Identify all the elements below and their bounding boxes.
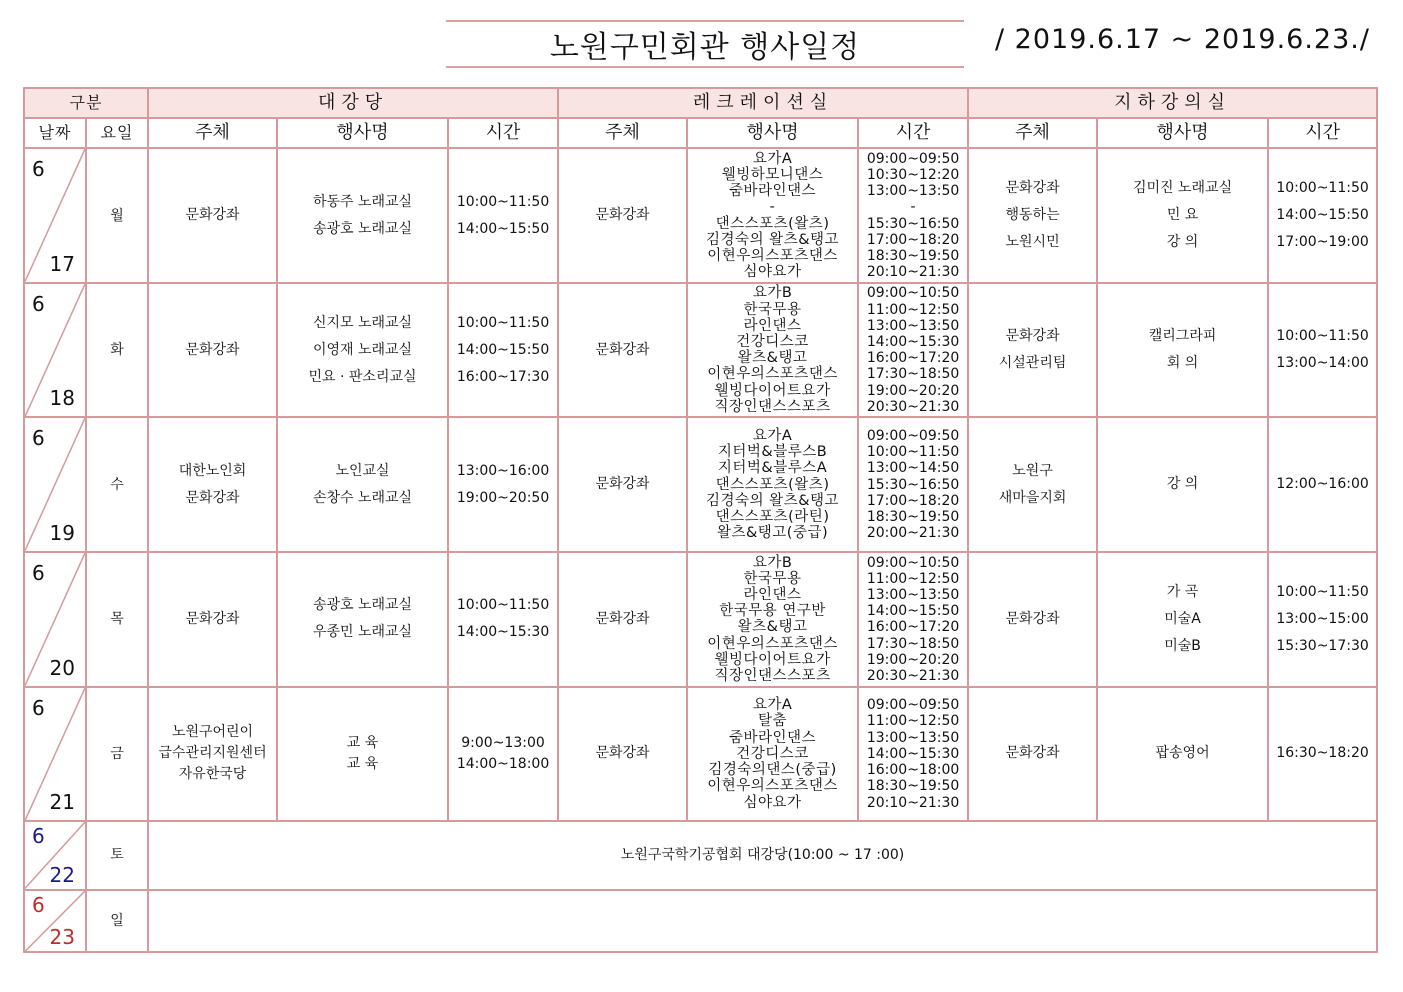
recreation-event-line: 요가A bbox=[752, 428, 793, 445]
recreation-event-line: 요가A bbox=[752, 150, 793, 167]
date-day: 23 bbox=[49, 925, 75, 949]
recreation-time-line: 18:30~19:50 bbox=[866, 509, 960, 526]
auditorium-host bbox=[148, 687, 277, 822]
date-cell bbox=[24, 890, 86, 952]
date-cell bbox=[24, 148, 86, 283]
date-day: 19 bbox=[49, 521, 75, 546]
recreation-event-line: 요가A bbox=[752, 697, 793, 714]
auditorium-host-line: 대한노인회 bbox=[178, 462, 247, 479]
recreation-event-line: 한국무용 bbox=[743, 570, 802, 587]
schedule-table bbox=[23, 87, 1378, 953]
basement-time-line: 12:00~16:00 bbox=[1276, 476, 1369, 493]
recreation-event-line: 요가B bbox=[752, 554, 793, 571]
recreation-event bbox=[687, 417, 858, 552]
recreation-time-line: 11:00~12:50 bbox=[866, 570, 960, 587]
auditorium-event-line: 송광호 노래교실 bbox=[312, 597, 413, 614]
auditorium-host bbox=[148, 417, 277, 552]
day-row bbox=[24, 417, 1377, 552]
recreation-time-line: 13:00~13:50 bbox=[866, 183, 960, 200]
date-cell bbox=[24, 687, 86, 822]
auditorium-event-line: 노인교실 bbox=[335, 462, 390, 479]
recreation-event-line: 김경숙의댄스(중급) bbox=[708, 762, 837, 779]
auditorium-time-line: 14:00~15:50 bbox=[456, 341, 550, 358]
recreation-time-line: 20:00~21:30 bbox=[866, 525, 960, 542]
recreation-event-line: 건강디스코 bbox=[736, 333, 809, 350]
date-cell bbox=[24, 821, 86, 889]
recreation-event bbox=[687, 687, 858, 822]
basement-host-line: 문화강좌 bbox=[1005, 328, 1060, 345]
header-gubun: 구분 bbox=[24, 88, 148, 118]
basement-time-line: 14:00~15:50 bbox=[1276, 207, 1369, 224]
auditorium-time-line: 10:00~11:50 bbox=[456, 193, 550, 210]
recreation-time-line: 19:00~20:20 bbox=[866, 382, 960, 399]
recreation-event-line: 심야요가 bbox=[743, 264, 802, 281]
recreation-event-line: 지터벅&블루스B bbox=[717, 444, 828, 461]
date-day: 21 bbox=[49, 790, 75, 815]
auditorium-time-line: 10:00~11:50 bbox=[456, 597, 550, 614]
recreation-host-line: 문화강좌 bbox=[595, 341, 650, 358]
header-host: 주체 bbox=[558, 118, 687, 148]
header-time: 시간 bbox=[858, 118, 968, 148]
recreation-time-line: 20:30~21:30 bbox=[866, 667, 960, 684]
date-month: 6 bbox=[32, 157, 45, 182]
header-dow: 요일 bbox=[86, 118, 148, 148]
auditorium-time bbox=[448, 283, 558, 418]
date-cell bbox=[24, 417, 86, 552]
day-of-week: 금 bbox=[86, 687, 148, 822]
recreation-event-line: 심야요가 bbox=[743, 794, 802, 811]
recreation-event-line: 줌바라인댄스 bbox=[729, 183, 817, 200]
recreation-event-line: 라인댄스 bbox=[743, 586, 802, 603]
basement-time-line: 10:00~11:50 bbox=[1276, 180, 1369, 197]
recreation-host bbox=[558, 687, 687, 822]
basement-host-line: 문화강좌 bbox=[1005, 610, 1060, 627]
auditorium-event bbox=[277, 148, 448, 283]
recreation-event-line: 이현우의스포츠댄스 bbox=[707, 247, 838, 264]
recreation-event-line: 지터벅&블루스A bbox=[717, 460, 828, 477]
auditorium-host-line: 문화강좌 bbox=[185, 489, 240, 506]
basement-host-line: 문화강좌 bbox=[1005, 180, 1060, 197]
recreation-event-line: 이현우의스포츠댄스 bbox=[707, 366, 838, 383]
recreation-time bbox=[858, 283, 968, 418]
basement-host-line: 행동하는 bbox=[1005, 207, 1060, 224]
auditorium-host bbox=[148, 283, 277, 418]
header-hall-recreation: 레크레이션실 bbox=[558, 88, 968, 118]
day-of-week: 목 bbox=[86, 552, 148, 687]
basement-event-line: 김미진 노래교실 bbox=[1133, 180, 1233, 197]
basement-event-line: 캘리그라피 bbox=[1148, 328, 1217, 345]
day-of-week: 화 bbox=[86, 283, 148, 418]
recreation-event-line: - bbox=[769, 199, 776, 216]
recreation-host bbox=[558, 148, 687, 283]
recreation-time-line: 13:00~13:50 bbox=[866, 729, 960, 746]
recreation-time-line: 18:30~19:50 bbox=[866, 247, 960, 264]
basement-time-line: 13:00~14:00 bbox=[1276, 355, 1369, 372]
recreation-time-line: 10:00~11:50 bbox=[866, 444, 960, 461]
basement-host-line: 새마을지회 bbox=[998, 489, 1067, 506]
basement-time bbox=[1268, 148, 1377, 283]
recreation-event-line: 댄스스포츠(왈츠) bbox=[715, 215, 830, 232]
recreation-time-line: 19:00~20:20 bbox=[866, 651, 960, 668]
auditorium-host-line: 문화강좌 bbox=[185, 207, 240, 224]
recreation-event bbox=[687, 283, 858, 418]
recreation-event-line: 요가B bbox=[752, 285, 793, 302]
basement-host bbox=[968, 687, 1097, 822]
basement-host bbox=[968, 283, 1097, 418]
header-hall-auditorium: 대강당 bbox=[148, 88, 558, 118]
recreation-event-line: 김경숙의 왈츠&탱고 bbox=[706, 492, 840, 509]
auditorium-time-line: 9:00~13:00 bbox=[461, 734, 545, 751]
basement-host-line: 노원구 bbox=[1012, 462, 1053, 479]
recreation-event bbox=[687, 552, 858, 687]
date-day: 20 bbox=[49, 655, 75, 680]
recreation-event-line: 직장인댄스스포츠 bbox=[714, 667, 831, 684]
recreation-event-line: 왈츠&탱고 bbox=[737, 619, 808, 636]
basement-time bbox=[1268, 687, 1377, 822]
auditorium-event bbox=[277, 283, 448, 418]
day-of-week: 수 bbox=[86, 417, 148, 552]
auditorium-time bbox=[448, 417, 558, 552]
header-event: 행사명 bbox=[1097, 118, 1268, 148]
recreation-time-line: 14:00~15:30 bbox=[866, 333, 960, 350]
basement-host-line: 시설관리팀 bbox=[998, 355, 1067, 372]
auditorium-time-line: 14:00~15:50 bbox=[456, 220, 550, 237]
basement-event bbox=[1097, 283, 1268, 418]
auditorium-event-line: 하동주 노래교실 bbox=[312, 193, 413, 210]
basement-time-line: 15:30~17:30 bbox=[1276, 637, 1369, 654]
auditorium-host-line: 급수관리지원센터 bbox=[158, 745, 267, 762]
basement-event-line: 미술B bbox=[1164, 637, 1201, 654]
recreation-time-line: 17:00~18:20 bbox=[866, 492, 960, 509]
date-day: 18 bbox=[49, 386, 75, 411]
date-month: 6 bbox=[32, 892, 45, 917]
basement-event bbox=[1097, 417, 1268, 552]
recreation-event-line: 이현우의스포츠댄스 bbox=[707, 778, 838, 795]
basement-host bbox=[968, 552, 1097, 687]
recreation-time-line: 09:00~09:50 bbox=[866, 150, 960, 167]
recreation-host bbox=[558, 417, 687, 552]
auditorium-event-line: 이영재 노래교실 bbox=[312, 341, 413, 358]
recreation-host bbox=[558, 552, 687, 687]
auditorium-event-line: 신지모 노래교실 bbox=[312, 314, 413, 331]
recreation-time-line: 20:10~21:30 bbox=[866, 794, 960, 811]
basement-host-line: 문화강좌 bbox=[1005, 745, 1060, 762]
header-host: 주체 bbox=[968, 118, 1097, 148]
auditorium-event-line: 교 육 bbox=[346, 755, 379, 772]
recreation-event-line: 건강디스코 bbox=[736, 745, 809, 762]
auditorium-event-line: 교 육 bbox=[346, 734, 379, 751]
recreation-time-line: 09:00~10:50 bbox=[866, 554, 960, 571]
recreation-time bbox=[858, 552, 968, 687]
auditorium-time bbox=[448, 552, 558, 687]
basement-event-line: 강 의 bbox=[1166, 476, 1199, 493]
recreation-time-line: 16:00~17:20 bbox=[866, 350, 960, 367]
basement-time-line: 16:30~18:20 bbox=[1276, 745, 1369, 762]
recreation-event-line: 탈춤 bbox=[758, 713, 788, 730]
recreation-time bbox=[858, 417, 968, 552]
header-hall-basement: 지하강의실 bbox=[968, 88, 1377, 118]
basement-time bbox=[1268, 283, 1377, 418]
recreation-event-line: 댄스스포츠(라틴) bbox=[715, 509, 830, 526]
recreation-time bbox=[858, 148, 968, 283]
header-row-halls bbox=[24, 88, 1377, 118]
basement-host bbox=[968, 417, 1097, 552]
auditorium-event bbox=[277, 552, 448, 687]
day-row bbox=[24, 148, 1377, 283]
day-of-week: 일 bbox=[86, 890, 148, 952]
date-month: 6 bbox=[32, 561, 45, 586]
header-event: 행사명 bbox=[277, 118, 448, 148]
day-of-week: 토 bbox=[86, 821, 148, 889]
recreation-event-line: 왈츠&탱고 bbox=[737, 350, 808, 367]
day-row bbox=[24, 552, 1377, 687]
weekend-note: 노원구국학기공협회 대강당(10:00 ~ 17 :00) bbox=[148, 821, 1377, 889]
auditorium-time bbox=[448, 687, 558, 822]
recreation-host-line: 문화강좌 bbox=[595, 207, 650, 224]
date-day: 17 bbox=[49, 251, 75, 276]
auditorium-event bbox=[277, 687, 448, 822]
recreation-time-line: 17:30~18:50 bbox=[866, 635, 960, 652]
basement-time bbox=[1268, 552, 1377, 687]
recreation-time-line: 13:00~13:50 bbox=[866, 586, 960, 603]
recreation-host-line: 문화강좌 bbox=[595, 610, 650, 627]
basement-event-line: 민 요 bbox=[1166, 207, 1199, 224]
date-cell bbox=[24, 552, 86, 687]
date-month: 6 bbox=[32, 291, 45, 316]
recreation-time-line: 16:00~17:20 bbox=[866, 619, 960, 636]
recreation-time-line: 20:10~21:30 bbox=[866, 264, 960, 281]
recreation-time-line: 17:00~18:20 bbox=[866, 231, 960, 248]
recreation-time-line: 13:00~14:50 bbox=[866, 460, 960, 477]
basement-event-line: 미술A bbox=[1164, 610, 1201, 627]
recreation-event-line: 김경숙의 왈츠&탱고 bbox=[706, 231, 840, 248]
recreation-event bbox=[687, 148, 858, 283]
schedule-period: / 2019.6.17 ~ 2019.6.23./ bbox=[995, 24, 1370, 55]
auditorium-event-line: 손창수 노래교실 bbox=[312, 489, 413, 506]
recreation-time-line: 11:00~12:50 bbox=[866, 301, 960, 318]
auditorium-event-line: 송광호 노래교실 bbox=[312, 220, 413, 237]
recreation-time-line: 09:00~09:50 bbox=[866, 697, 960, 714]
header-time: 시간 bbox=[1268, 118, 1377, 148]
recreation-time-line: 15:30~16:50 bbox=[866, 215, 960, 232]
recreation-time-line: 16:00~18:00 bbox=[866, 762, 960, 779]
auditorium-event bbox=[277, 417, 448, 552]
basement-event bbox=[1097, 148, 1268, 283]
recreation-event-line: 웰빙하모니댄스 bbox=[721, 166, 824, 183]
recreation-event-line: 웰빙다이어트요가 bbox=[714, 651, 831, 668]
basement-time-line: 10:00~11:50 bbox=[1276, 328, 1369, 345]
weekend-note bbox=[148, 890, 1377, 952]
recreation-time-line: 20:30~21:30 bbox=[866, 398, 960, 415]
auditorium-event-line: 민요 · 판소리교실 bbox=[308, 368, 417, 385]
recreation-time-line: - bbox=[910, 199, 916, 216]
recreation-host-line: 문화강좌 bbox=[595, 476, 650, 493]
date-month: 6 bbox=[32, 695, 45, 720]
auditorium-host-line: 문화강좌 bbox=[185, 341, 240, 358]
basement-time-line: 13:00~15:00 bbox=[1276, 610, 1369, 627]
recreation-host bbox=[558, 283, 687, 418]
date-cell bbox=[24, 283, 86, 418]
recreation-event-line: 웰빙다이어트요가 bbox=[714, 382, 831, 399]
header-time: 시간 bbox=[448, 118, 558, 148]
recreation-host-line: 문화강좌 bbox=[595, 745, 650, 762]
recreation-event-line: 댄스스포츠(왈츠) bbox=[715, 476, 830, 493]
header-row-columns bbox=[24, 118, 1377, 148]
page-title: 노원구민회관 행사일정 bbox=[446, 20, 964, 68]
day-of-week: 월 bbox=[86, 148, 148, 283]
day-row bbox=[24, 283, 1377, 418]
auditorium-host-line: 노원구어린이 bbox=[171, 724, 254, 741]
recreation-event-line: 라인댄스 bbox=[743, 317, 802, 334]
auditorium-host bbox=[148, 148, 277, 283]
recreation-time-line: 18:30~19:50 bbox=[866, 778, 960, 795]
recreation-event-line: 한국무용 bbox=[743, 301, 802, 318]
basement-event-line: 강 의 bbox=[1166, 234, 1199, 251]
auditorium-time-line: 16:00~17:30 bbox=[456, 368, 550, 385]
auditorium-time-line: 10:00~11:50 bbox=[456, 314, 550, 331]
auditorium-event-line: 우종민 노래교실 bbox=[312, 624, 413, 641]
header-date: 날짜 bbox=[24, 118, 86, 148]
basement-time-line: 17:00~19:00 bbox=[1276, 234, 1369, 251]
recreation-event-line: 줌바라인댄스 bbox=[729, 729, 817, 746]
header-event: 행사명 bbox=[687, 118, 858, 148]
recreation-event-line: 직장인댄스스포츠 bbox=[714, 398, 831, 415]
basement-time bbox=[1268, 417, 1377, 552]
recreation-event-line: 한국무용 연구반 bbox=[719, 603, 826, 620]
auditorium-host bbox=[148, 552, 277, 687]
basement-host bbox=[968, 148, 1097, 283]
recreation-time-line: 15:30~16:50 bbox=[866, 476, 960, 493]
basement-event-line: 가 곡 bbox=[1166, 583, 1199, 600]
basement-host-line: 노원시민 bbox=[1005, 234, 1060, 251]
recreation-time bbox=[858, 687, 968, 822]
auditorium-host-line: 문화강좌 bbox=[185, 610, 240, 627]
recreation-time-line: 17:30~18:50 bbox=[866, 366, 960, 383]
recreation-time-line: 13:00~13:50 bbox=[866, 317, 960, 334]
recreation-time-line: 09:00~10:50 bbox=[866, 285, 960, 302]
auditorium-time-line: 19:00~20:50 bbox=[456, 489, 550, 506]
auditorium-time-line: 14:00~15:30 bbox=[456, 624, 550, 641]
basement-time-line: 10:00~11:50 bbox=[1276, 583, 1369, 600]
recreation-event-line: 왈츠&탱고(중급) bbox=[716, 525, 829, 542]
recreation-time-line: 14:00~15:50 bbox=[866, 603, 960, 620]
auditorium-time bbox=[448, 148, 558, 283]
recreation-time-line: 10:30~12:20 bbox=[866, 166, 960, 183]
weekend-row bbox=[24, 890, 1377, 952]
day-row bbox=[24, 687, 1377, 822]
recreation-event-line: 이현우의스포츠댄스 bbox=[707, 635, 838, 652]
basement-event-line: 팝송영어 bbox=[1155, 745, 1210, 762]
auditorium-time-line: 14:00~18:00 bbox=[456, 755, 550, 772]
basement-event bbox=[1097, 552, 1268, 687]
weekend-row bbox=[24, 821, 1377, 889]
date-day: 22 bbox=[49, 862, 75, 887]
recreation-time-line: 11:00~12:50 bbox=[866, 713, 960, 730]
recreation-time-line: 14:00~15:30 bbox=[866, 745, 960, 762]
recreation-time-line: 09:00~09:50 bbox=[866, 428, 960, 445]
date-month: 6 bbox=[32, 824, 45, 849]
basement-event bbox=[1097, 687, 1268, 822]
basement-event-line: 회 의 bbox=[1166, 355, 1199, 372]
auditorium-time-line: 13:00~16:00 bbox=[456, 462, 550, 479]
date-month: 6 bbox=[32, 426, 45, 451]
header-host: 주체 bbox=[148, 118, 277, 148]
auditorium-host-line: 자유한국당 bbox=[178, 766, 247, 783]
